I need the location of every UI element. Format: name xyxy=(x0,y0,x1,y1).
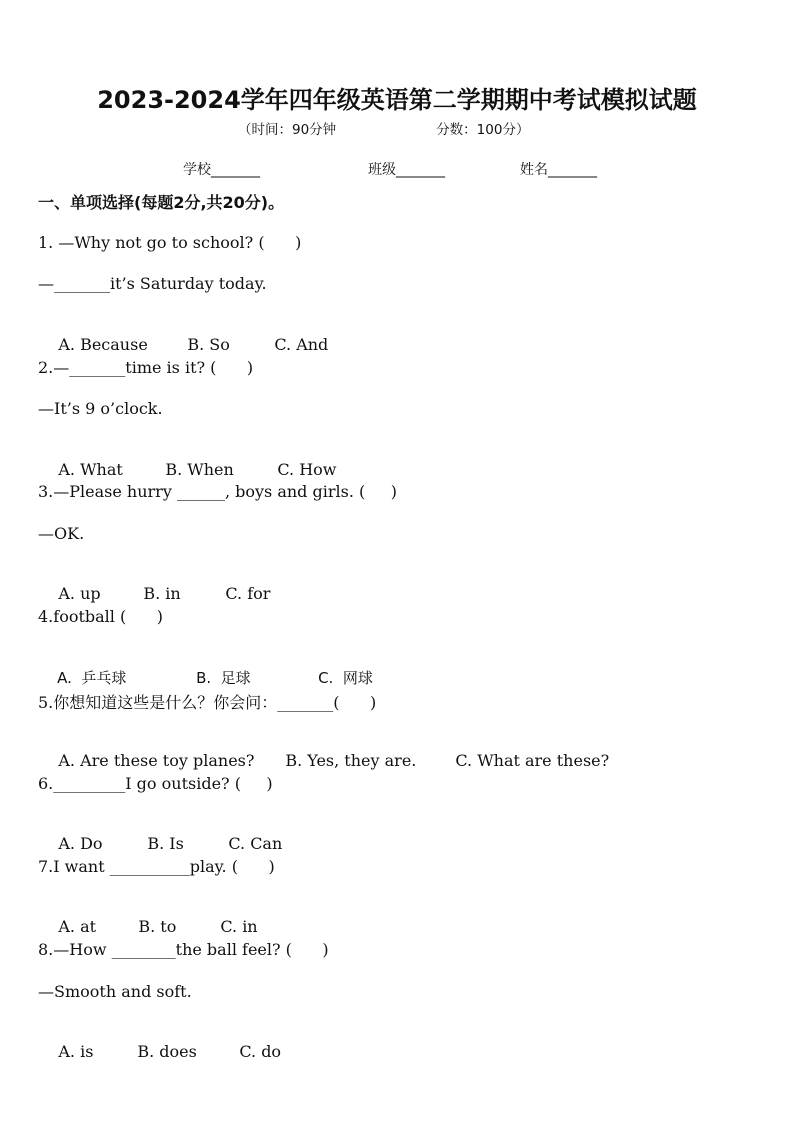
question-stem: 5.你想知道这些是什么？你会问：_______( ) xyxy=(38,693,377,712)
question-line: —It’s 9 o’clock. xyxy=(38,399,163,418)
page-title: 2023-2024学年四年级英语第二学期期中考试模拟试题 xyxy=(97,86,697,114)
option-a: A. 乒乓球 xyxy=(57,669,127,687)
option-b: B. Is xyxy=(147,834,184,853)
question-line: —_______it’s Saturday today. xyxy=(38,274,267,293)
exam-meta xyxy=(238,118,529,138)
option-c: C. What are these? xyxy=(455,751,610,770)
option-b: B. When xyxy=(165,460,234,479)
school-field: 学校_______ xyxy=(183,162,260,178)
exam-time: （时间：90分钟 xyxy=(238,122,337,138)
name-field: 姓名_______ xyxy=(520,162,597,178)
question-line: —Smooth and soft. xyxy=(38,982,192,1001)
question-stem: 7.I want __________play. ( ) xyxy=(38,857,275,876)
option-a: A. at xyxy=(58,917,97,936)
option-a: A. Do xyxy=(58,834,103,853)
option-c: C. for xyxy=(225,584,271,603)
question-stem: 1. —Why not go to school? ( ) xyxy=(38,233,302,252)
option-b: B. Yes, they are. xyxy=(285,751,417,770)
question-stem: 8.—How ________the ball feel? ( ) xyxy=(38,940,329,959)
class-field: 班级_______ xyxy=(368,162,445,178)
option-b: B. in xyxy=(143,584,181,603)
option-c: C. do xyxy=(239,1042,282,1061)
option-c: C. 网球 xyxy=(318,669,373,687)
option-b: B. does xyxy=(137,1042,197,1061)
option-c: C. in xyxy=(220,917,258,936)
exam-score: 分数：100分） xyxy=(436,122,530,138)
option-c: C. And xyxy=(274,335,329,354)
option-c: C. How xyxy=(277,460,337,479)
option-b: B. 足球 xyxy=(196,669,251,687)
section-heading: 一、单项选择(每题2分,共20分)。 xyxy=(38,193,285,212)
option-a: A. Because xyxy=(58,335,148,354)
option-b: B. So xyxy=(187,335,230,354)
question-stem: 3.—Please hurry ______, boys and girls. ( ) xyxy=(38,482,397,501)
option-a: A. is xyxy=(58,1042,94,1061)
option-a: A. What xyxy=(58,460,123,479)
option-a: A. up xyxy=(58,584,101,603)
question-line: —OK. xyxy=(38,524,85,543)
option-a: A. Are these toy planes? xyxy=(58,751,255,770)
question-stem: 6._________I go outside? ( ) xyxy=(38,774,273,793)
question-stem: 2.—_______time is it? ( ) xyxy=(38,358,254,377)
option-c: C. Can xyxy=(228,834,283,853)
question-stem: 4.football ( ) xyxy=(38,607,163,626)
option-b: B. to xyxy=(138,917,177,936)
options-row xyxy=(38,1023,281,1080)
